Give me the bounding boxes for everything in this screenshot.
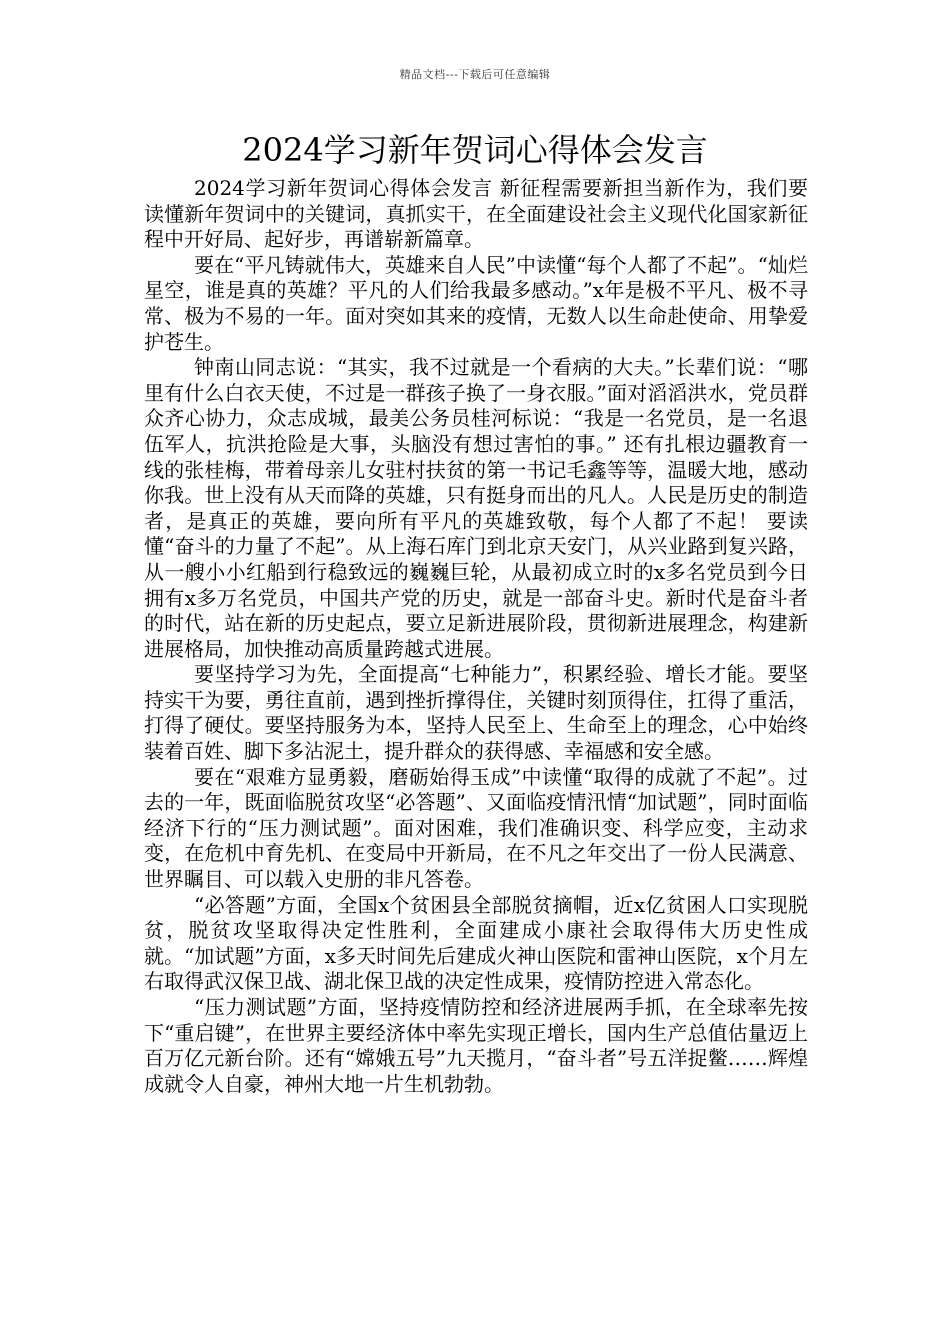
paragraph: “压力测试题”方面，坚持疫情防控和经济进展两手抓，在全球率先按下“重启键”，在世界主要经济体中率先实现正增长，国内生产总值估量迈上百万亿元新台阶。还有“嫦娥五号”九天揽月，“奋斗者”号五洋捉鳖……辉煌成就令人自豪，神州大地一片生机勃勃。 (144, 995, 808, 1096)
paragraph: 2024学习新年贺词心得体会发言 新征程需要新担当新作为，我们要读懂新年贺词中的关键词，真抓实干，在全面建设社会主义现代化国家新征程中开好局、起好步，再谱崭新篇章。 (144, 176, 808, 252)
paragraph: “必答题”方面，全国x个贫困县全部脱贫摘帽，近x亿贫困人口实现脱贫，脱贫攻坚取得决定性胜利，全面建成小康社会取得伟大历史性成就。“加试题”方面，x多天时间先后建成火神山医院和雷神山医院，x个月左右取得武汉保卫战、湖北保卫战的决定性成果，疫情防控进入常态化。 (144, 892, 808, 994)
paragraph: 钟南山同志说：“其实，我不过就是一个看病的大夫。”长辈们说：“哪里有什么白衣天使，不过是一群孩子换了一身衣服。”面对滔滔洪水，党员群众齐心协力，众志成城，最美公务员桂河标说：“我是一名党员，是一名退伍军人，抗洪抢险是大事，头脑没有想过害怕的事。” 还有扎根边疆教育一线的张桂梅，带着母亲儿女驻村扶贫的第一书记毛鑫等等，温暖大地，感动你我。世上没有从天而降的英雄，只有挺身而出的凡人。人民是历史的制造者，是真正的英雄，要向所有平凡的英雄致敬，每个人都了不起！ 要读懂“奋斗的力量了不起”。从上海石库门到北京天安门，从兴业路到复兴路，从一艘小小红船到行稳致远的巍巍巨轮，从最初成立时的x多名党员到今日拥有x多万名党员，中国共产党的历史，就是一部奋斗史。新时代是奋斗者的时代，站在新的历史起点，要立足新进展阶段，贯彻新进展理念，构建新进展格局，加快推动高质量跨越式进展。 (144, 355, 808, 661)
paragraph: 要在“艰难方显勇毅，磨砺始得玉成”中读懂“取得的成就了不起”。过去的一年，既面临脱贫攻坚“必答题”、又面临疫情汛情“加试题”，同时面临经济下行的“压力测试题”。面对困难，我们准确识变、科学应变，主动求变，在危机中育先机、在变局中开新局，在不凡之年交出了一份人民满意、世界瞩目、可以载入史册的非凡答卷。 (144, 764, 808, 892)
page-header: 精品文档---下载后可任意编辑 (399, 68, 551, 81)
paragraph: 要坚持学习为先，全面提高“七种能力”，积累经验、增长才能。要坚持实干为要，勇往直前，遇到挫折撑得住，关键时刻顶得住，扛得了重活，打得了硬仗。要坚持服务为本，坚持人民至上、生命至上的理念，心中始终装着百姓、脚下多沾泥土，提升群众的获得感、幸福感和安全感。 (144, 662, 808, 764)
paragraph: 要在“平凡铸就伟大，英雄来自人民”中读懂“每个人都了不起”。“灿烂星空，谁是真的英雄？平凡的人们给我最多感动。”x年是极不平凡、极不寻常、极为不易的一年。面对突如其来的疫情，无数人以生命赴使命、用挚爱护苍生。 (144, 252, 808, 354)
document-title: 2024学习新年贺词心得体会发言 (242, 131, 708, 169)
document-body (144, 176, 808, 1097)
